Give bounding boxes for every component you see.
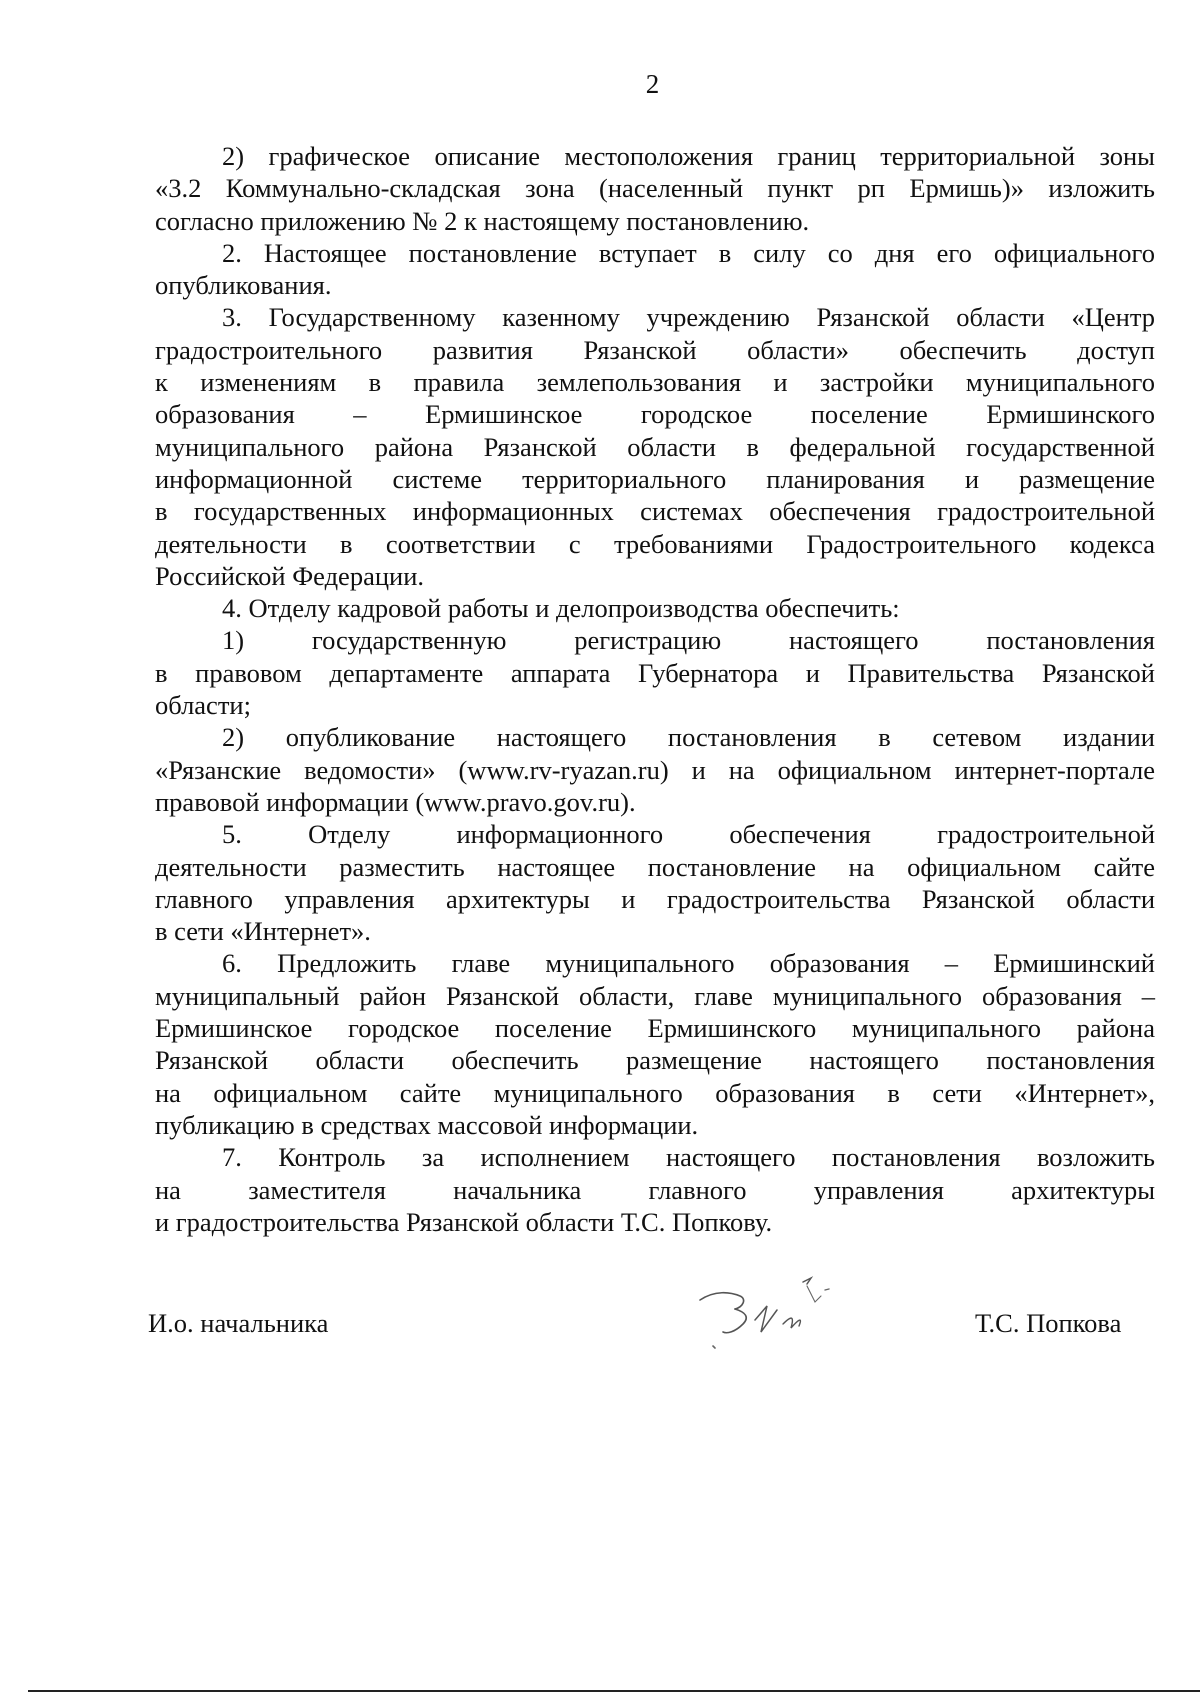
signatory-name: Т.С. Попкова bbox=[975, 1308, 1122, 1338]
scan-edge-line bbox=[28, 1690, 1200, 1692]
text-line: информационной системе территориального планирования и размещение bbox=[155, 463, 1155, 494]
paragraph-item-3 bbox=[155, 301, 1155, 592]
text-line: главного управления архитектуры и градостроительства Рязанской области bbox=[155, 883, 1155, 914]
text-line: на заместителя начальника главного управления архитектуры bbox=[155, 1174, 1155, 1205]
paragraph-subitem-1 bbox=[155, 624, 1155, 721]
text-line: 7. Контроль за исполнением настоящего постановления возложить bbox=[222, 1142, 1155, 1173]
text-line: области; bbox=[155, 690, 251, 721]
document-body bbox=[155, 140, 1155, 1238]
paragraph-item-5 bbox=[155, 818, 1155, 947]
text-line: согласно приложению № 2 к настоящему постановлению. bbox=[155, 205, 810, 236]
text-line: градостроительного развития Рязанской области» обеспечить доступ bbox=[155, 334, 1155, 365]
paragraph-graphic-description bbox=[155, 140, 1155, 237]
text-line: Российской Федерации. bbox=[155, 560, 424, 591]
text-line: в правовом департаменте аппарата Губернатора и Правительства Рязанской bbox=[155, 657, 1155, 688]
text-line: «3.2 Коммунально-складская зона (населенный пункт рп Ермишь)» изложить bbox=[155, 173, 1155, 204]
text-line: опубликования. bbox=[155, 270, 332, 301]
text-line: 4. Отделу кадровой работы и делопроизводства обеспечить: bbox=[222, 593, 900, 624]
text-line: 1) государственную регистрацию настоящего постановления bbox=[222, 625, 1155, 656]
text-line: правовой информации (www.pravo.gov.ru). bbox=[155, 786, 636, 817]
text-line: 2) графическое описание местоположения границ территориальной зоны bbox=[222, 141, 1155, 171]
text-line: в сети «Интернет». bbox=[155, 916, 371, 947]
text-line: 5. Отделу информационного обеспечения градостроительной bbox=[222, 819, 1155, 850]
paragraph-item-6 bbox=[155, 947, 1155, 1141]
text-line: и градостроительства Рязанской области Т.С. Попкову. bbox=[155, 1206, 773, 1237]
signatory-title: И.о. начальника bbox=[148, 1308, 329, 1338]
text-line: 2. Настоящее постановление вступает в силу со дня его официального bbox=[222, 237, 1155, 268]
text-line: 2) опубликование настоящего постановления в сетевом издании bbox=[222, 722, 1155, 753]
text-line: Рязанской области обеспечить размещение настоящего постановления bbox=[155, 1045, 1155, 1076]
text-line: муниципальный район Рязанской области, главе муниципального образования – bbox=[155, 980, 1155, 1011]
paragraph-item-4 bbox=[155, 592, 1155, 624]
text-line: 3. Государственному казенному учреждению Рязанской области «Центр bbox=[222, 302, 1155, 333]
text-line: деятельности разместить настоящее постановление на официальном сайте bbox=[155, 851, 1155, 882]
paragraph-subitem-2 bbox=[155, 721, 1155, 818]
text-line: образования – Ермишинское городское поселение Ермишинского bbox=[155, 399, 1155, 430]
text-line: 6. Предложить главе муниципального образования – Ермишинский bbox=[222, 948, 1155, 979]
paragraph-item-7 bbox=[155, 1141, 1155, 1238]
signature-block bbox=[0, 1292, 1200, 1352]
text-line: публикацию в средствах массовой информации. bbox=[155, 1109, 699, 1140]
text-line: на официальном сайте муниципального образования в сети «Интернет», bbox=[155, 1077, 1155, 1108]
text-line: деятельности в соответствии с требованиями Градостроительного кодекса bbox=[155, 528, 1155, 559]
text-line: к изменениям в правила землепользования и застройки муниципального bbox=[155, 367, 1155, 398]
text-line: «Рязанские ведомости» (www.rv-ryazan.ru) и на официальном интернет-портале bbox=[155, 754, 1155, 785]
handwritten-signature bbox=[695, 1262, 845, 1372]
paragraph-item-2 bbox=[155, 237, 1155, 302]
page-number: 2 bbox=[645, 69, 660, 99]
text-line: муниципального района Рязанской области в федеральной государственной bbox=[155, 431, 1155, 462]
text-line: в государственных информационных системах обеспечения градостроительной bbox=[155, 496, 1155, 527]
text-line: Ермишинское городское поселение Ермишинского муниципального района bbox=[155, 1013, 1155, 1044]
